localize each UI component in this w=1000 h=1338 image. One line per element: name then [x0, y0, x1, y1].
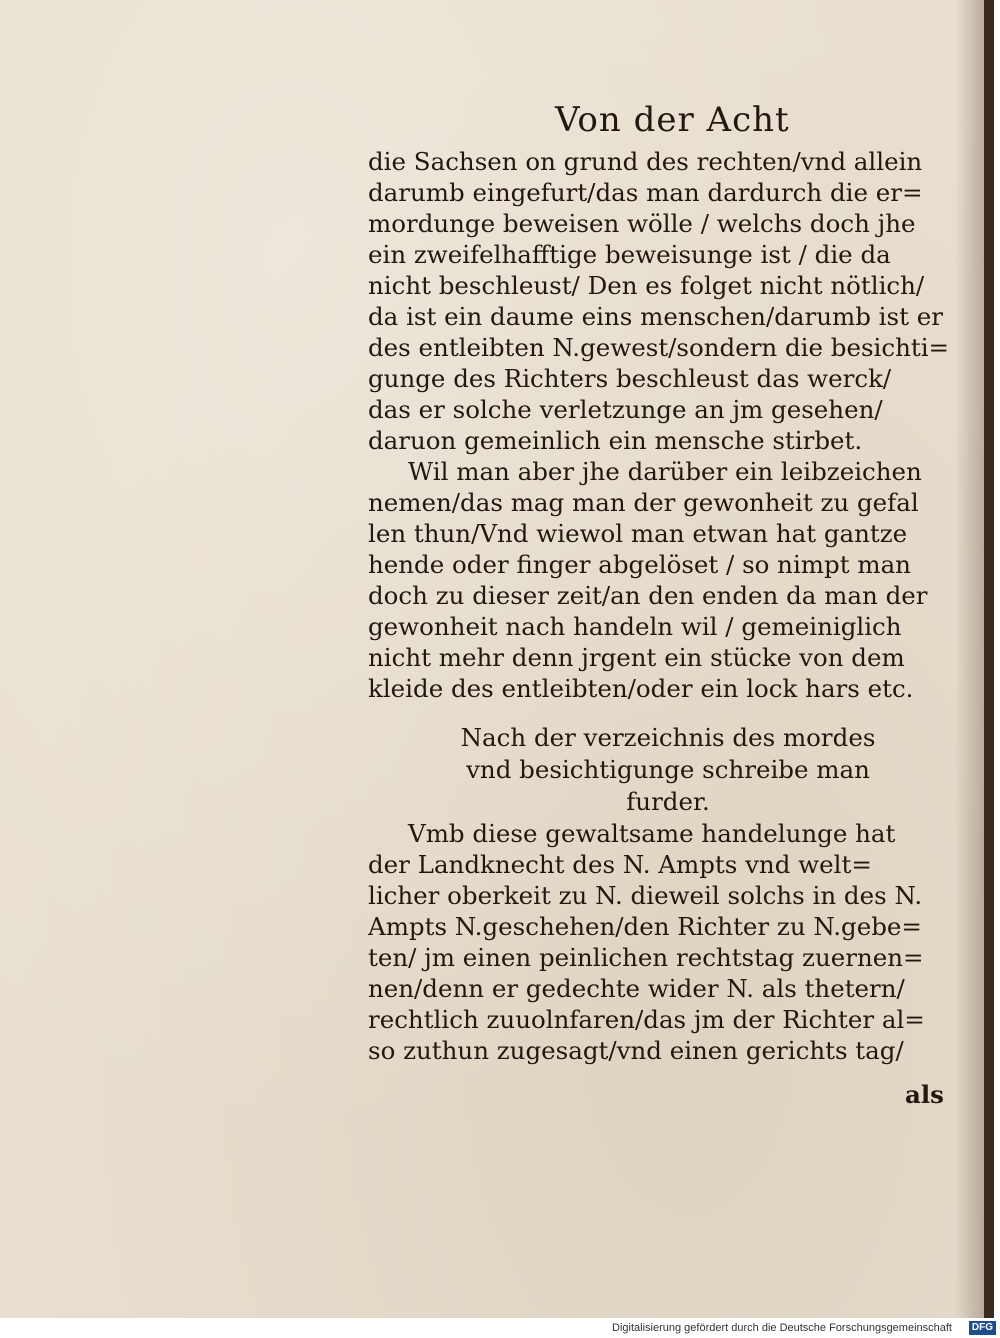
text-line: gewonheit nach handeln wil / gemeiniglich — [368, 612, 902, 641]
text-line: so zuthun zugesagt/vnd einen gerichts tag/ — [368, 1036, 904, 1065]
text-line: len thun/Vnd wiewol man etwan hat gantze — [368, 519, 908, 548]
text-line: ten/ jm einen peinlichen rechtstag zuernen= — [368, 943, 924, 972]
paragraph-block-1 — [368, 146, 968, 704]
catchword: als — [905, 1080, 944, 1109]
text-line: kleide des entleibten/oder ein lock hars etc. — [368, 674, 914, 703]
text-line: die Sachsen on grund des rechten/vnd allein — [368, 147, 923, 176]
heading-line: Nach der verzeichnis des mordes — [460, 723, 876, 752]
paragraph-block-2 — [368, 818, 968, 1066]
text-line: darumb eingefurt/das man dardurch die er= — [368, 178, 923, 207]
text-line: hende oder finger abgelöset / so nimpt man — [368, 550, 911, 579]
text-line: des entleibten N.gewest/sondern die besichti= — [368, 333, 950, 362]
text-line: nicht mehr denn jrgent ein stücke von dem — [368, 643, 905, 672]
text-line: licher oberkeit zu N. dieweil solchs in des N. — [368, 881, 923, 910]
text-line: rechtlich zuuolnfaren/das jm der Richter al= — [368, 1005, 925, 1034]
text-line: Ampts N.geschehen/den Richter zu N.gebe= — [368, 912, 922, 941]
text-line: Vmb diese gewaltsame handelunge hat — [408, 819, 896, 848]
text-line: nen/denn er gedechte wider N. als thetern/ — [368, 974, 905, 1003]
heading-line: furder. — [626, 787, 710, 816]
text-line: doch zu dieser zeit/an den enden da man der — [368, 581, 928, 610]
text-line: mordunge beweisen wölle / welchs doch jhe — [368, 209, 916, 238]
funding-credit: Digitalisierung gefördert durch die Deutsche Forschungsgemeinschaft — [612, 1322, 952, 1334]
text-line: ein zweifelhafftige beweisunge ist / die da — [368, 240, 891, 269]
heading-line: vnd besichtigunge schreibe man — [466, 755, 870, 784]
section-heading — [368, 722, 968, 818]
footer-bar — [0, 1318, 1000, 1338]
running-header: Von der Acht — [555, 100, 790, 140]
text-line: nicht beschleust/ Den es folget nicht nötlich/ — [368, 271, 925, 300]
text-line: daruon gemeinlich ein mensche stirbet. — [368, 426, 863, 455]
text-line: Wil man aber jhe darüber ein leibzeichen — [408, 457, 922, 486]
text-line: nemen/das mag man der gewonheit zu gefal — [368, 488, 919, 517]
text-line: gunge des Richters beschleust das werck/ — [368, 364, 892, 393]
dfg-logo-icon: DFG — [969, 1321, 996, 1335]
text-line: da ist ein daume eins menschen/darumb ist er — [368, 302, 943, 331]
text-line: das er solche verletzunge an jm gesehen/ — [368, 395, 883, 424]
text-line: der Landknecht des N. Ampts vnd welt= — [368, 850, 872, 879]
